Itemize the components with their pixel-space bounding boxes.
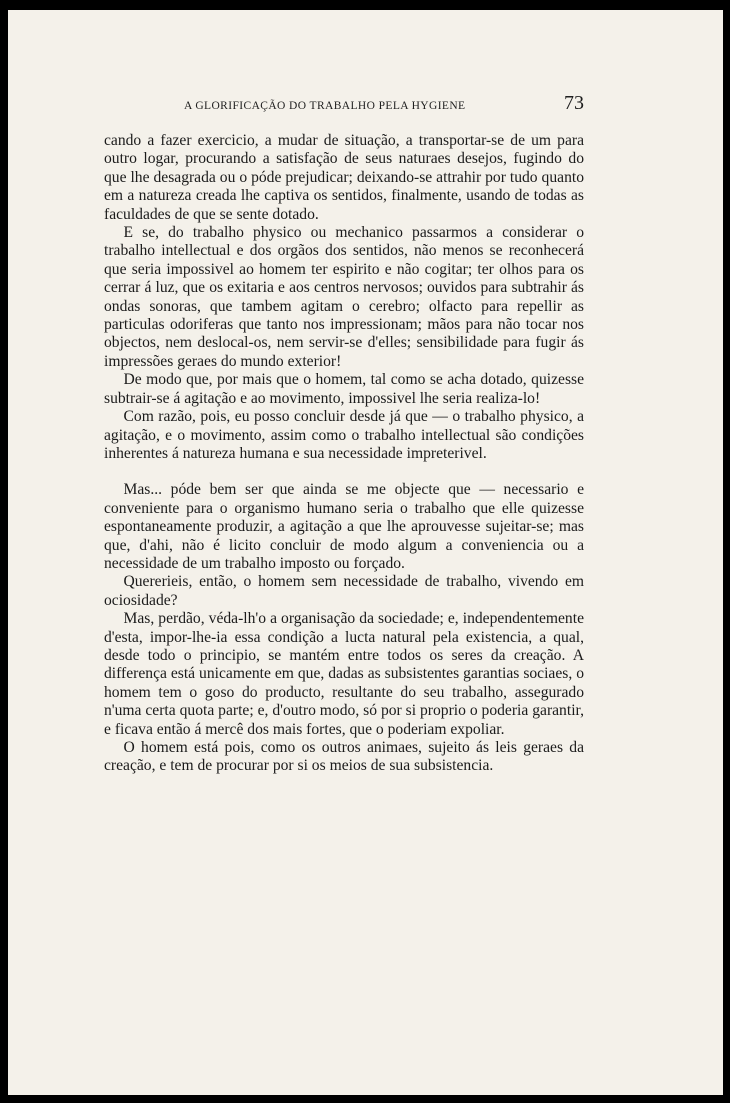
paragraph: Com razão, pois, eu posso concluir desde já que — o trabalho physico, a agitação, e o movimento, assim como o trabalho intellectual são condições inherentes á natureza humana e sua necessidade impreterivel. xyxy=(104,408,584,462)
paragraph: Quererieis, então, o homem sem necessidade de trabalho, vivendo em ociosidade? xyxy=(104,573,584,609)
paragraph: O homem está pois, como os outros animaes, sujeito ás leis geraes da creação, e tem de procurar por si os meios de sua subsistencia. xyxy=(104,739,584,775)
page-number: 73 xyxy=(564,92,584,114)
body-text xyxy=(104,132,584,776)
running-title: A GLORIFICAÇÃO DO TRABALHO PELA HYGIENE xyxy=(184,100,466,112)
book-page xyxy=(8,10,723,1095)
paragraph: Mas, perdão, véda-lh'o a organisação da sociedade; e, independentemente d'esta, impor-lhe-ia essa condição a lucta natural pela existencia, a qual, desde todo o principio, se mantém entre todos os seres da creação. A differença está unicamente em que, dadas as subsistentes garantias sociaes, o homem tem o goso do producto, resultante do seu trabalho, assegurado n'uma certa quota parte; e, d'outro modo, só por si proprio o poderia garantir, e ficava então á mercê dos mais fortes, que o poderiam expoliar. xyxy=(104,610,584,738)
paragraph: cando a fazer exercicio, a mudar de situação, a transportar-se de um para outro logar, procurando a satisfação de seus naturaes desejos, fugindo do que lhe desagrada ou o póde prejudicar; deixando-se attrahir por tudo quanto em a natureza creada lhe captiva os sentidos, finalmente, usando de todas as faculdades de que se sente dotado. xyxy=(104,132,584,223)
paragraph: Mas... póde bem ser que ainda se me objecte que — necessario e conveniente para o organismo humano seria o trabalho que elle quizesse espontaneamente produzir, a agitação a que lhe aprouvesse sujeitar-se; mas que, d'ahi, não é licito concluir de modo algum a conveniencia ou a necessidade de um trabalho imposto ou forçado. xyxy=(104,481,584,572)
paragraph: De modo que, por mais que o homem, tal como se acha dotado, quizesse subtrair-se á agitação e ao movimento, impossivel lhe seria realiza-lo! xyxy=(104,371,584,407)
paragraph: E se, do trabalho physico ou mechanico passarmos a considerar o trabalho intellectual e dos orgãos dos sentidos, não menos se reconhecerá que seria impossivel ao homem ter espirito e não cogitar; ter olhos para os cerrar á luz, que os exitaria e aos centros nervosos; ouvidos para subtrahir ás ondas sonoras, que tambem agitam o cerebro; olfacto para repellir as particulas odoriferas que tanto nos impressionam; mãos para não tocar nos objectos, nem deslocal-os, nem servir-se d'elles; sensibilidade para fugir ás impressões geraes do mundo exterior! xyxy=(104,224,584,370)
